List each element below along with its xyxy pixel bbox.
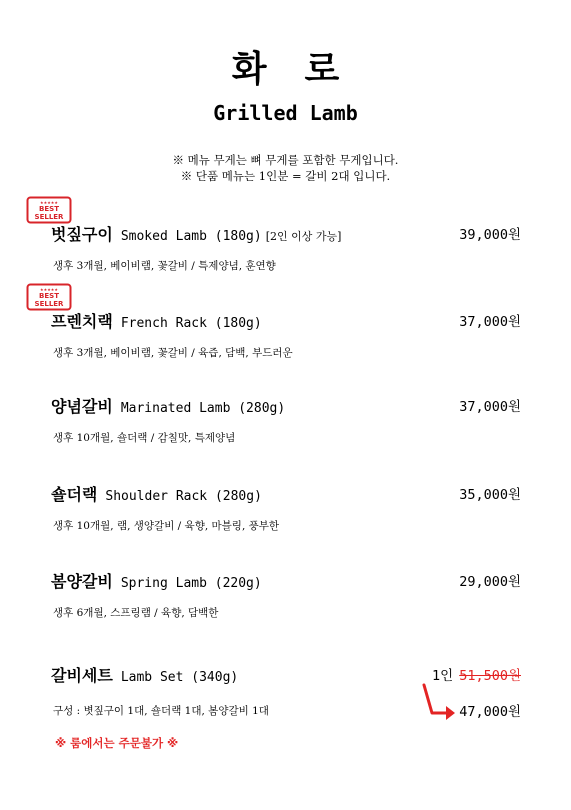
portion-note: ※ 단품 메뉴는 1인분 = 갈비 2대 입니다. — [180, 169, 391, 183]
item-price: 29,000원 — [459, 574, 521, 590]
item-description: 생후 3개월, 베이비램, 꽃갈비 / 특제양념, 훈연향 — [53, 260, 276, 272]
item-description: 생후 3개월, 베이비램, 꽃갈비 / 육즙, 담백, 부드러운 — [53, 347, 293, 359]
item-price: 37,000원 — [459, 314, 521, 330]
item-description: 생후 10개월, 램, 생양갈비 / 육향, 마블링, 풍부한 — [53, 520, 280, 532]
set-per-person: 1인 — [432, 668, 454, 684]
best-seller-line1: BEST — [39, 205, 59, 213]
item-price: 39,000원 — [459, 227, 521, 243]
page-title: 화로 — [231, 49, 378, 90]
best-seller-stars: ★★★★★ — [40, 200, 58, 205]
item-name-en: Smoked Lamb (180g) — [120, 229, 262, 244]
best-seller-line1: BEST — [39, 292, 59, 300]
item-description: 생후 6개월, 스프링램 / 육향, 담백한 — [53, 607, 219, 619]
set-original-price: 51,500원 — [459, 668, 521, 684]
weight-note: ※ 메뉴 무게는 뼈 무게를 포함한 무게입니다. — [172, 153, 399, 167]
item-name-ko: 양념갈비 — [51, 397, 113, 416]
item-price: 37,000원 — [459, 399, 521, 415]
item-name-ko: 프렌치랙 — [51, 312, 113, 331]
item-name-en: Marinated Lamb (280g) — [120, 401, 286, 416]
best-seller-line2: SELLER — [34, 213, 64, 221]
arrow-down-right-icon — [418, 683, 458, 721]
page-subtitle: Grilled Lamb — [213, 101, 358, 125]
item-price: 35,000원 — [459, 487, 521, 503]
best-seller-stars: ★★★★★ — [40, 287, 58, 292]
item-name-ko: 봄양갈비 — [51, 572, 113, 591]
item-name-ko: 벗짚구이 — [51, 225, 113, 244]
room-order-warning: ※ 룸에서는 주문불가 ※ — [55, 736, 179, 750]
best-seller-badge — [26, 196, 72, 224]
best-seller-line2: SELLER — [34, 300, 64, 308]
item-name-en: Shoulder Rack (280g) — [105, 489, 262, 504]
set-name-ko: 갈비세트 — [51, 666, 113, 685]
item-name-en: Spring Lamb (220g) — [120, 576, 262, 591]
item-description: 생후 10개월, 숄더랙 / 감칠맛, 특제양념 — [53, 432, 236, 444]
set-description: 구성 : 볏짚구이 1대, 숄더랙 1대, 봄양갈비 1대 — [53, 705, 269, 717]
set-name-en: Lamb Set (340g) — [120, 670, 239, 685]
item-name-ko: 숄더랙 — [51, 485, 98, 504]
best-seller-badge — [26, 283, 72, 311]
menu-notes — [0, 152, 571, 184]
set-sale-price: 47,000원 — [459, 704, 521, 720]
item-name-en: French Rack (180g) — [120, 316, 262, 331]
item-note: [2인 이상 가능] — [265, 230, 342, 243]
